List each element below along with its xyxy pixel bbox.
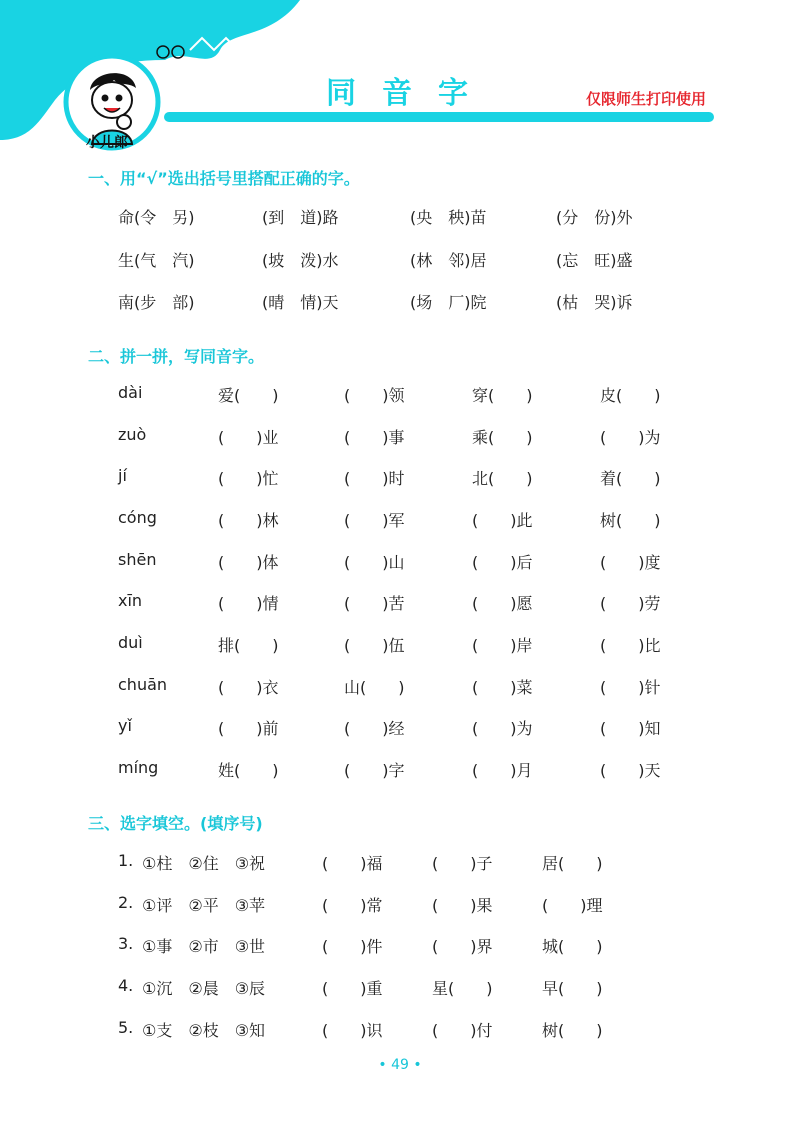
- s2-item: ( )军: [344, 511, 405, 530]
- s3-choices: ①事 ②市 ③世: [142, 937, 266, 956]
- s3-item: ( )识: [322, 1021, 383, 1040]
- s3-number: 4.: [118, 976, 134, 995]
- s1-item: 南(步 部): [118, 293, 195, 312]
- s2-item: ( )情: [218, 594, 279, 613]
- pinyin: shēn: [118, 550, 157, 569]
- s2-item: 排( ): [218, 636, 279, 655]
- s2-item: ( )此: [472, 511, 533, 530]
- pinyin: jí: [118, 466, 127, 485]
- s2-item: ( )愿: [472, 594, 533, 613]
- s2-item: ( )山: [344, 553, 405, 572]
- s1-item: (央 秧)苗: [410, 208, 487, 227]
- s2-row: [0, 508, 800, 534]
- s1-row: [0, 248, 800, 274]
- s2-item: ( )度: [600, 553, 661, 572]
- s1-item: (林 邻)居: [410, 251, 487, 270]
- section-1-heading: 一、用“√”选出括号里搭配正确的字。: [88, 169, 360, 188]
- s2-item: 穿( ): [472, 386, 533, 405]
- s2-item: ( )月: [472, 761, 533, 780]
- s1-item: (坡 泼)水: [262, 251, 339, 270]
- s2-item: 爱( ): [218, 386, 279, 405]
- s2-item: ( )前: [218, 719, 279, 738]
- s3-item: 树( ): [542, 1021, 603, 1040]
- s1-item: (枯 哭)诉: [556, 293, 633, 312]
- s2-row: [0, 633, 800, 659]
- s1-item: 生(气 汽): [118, 251, 195, 270]
- s2-item: ( )针: [600, 678, 661, 697]
- s2-row: [0, 716, 800, 742]
- s1-row: [0, 205, 800, 231]
- s3-item: ( )福: [322, 854, 383, 873]
- s2-item: ( )衣: [218, 678, 279, 697]
- s3-item: ( )子: [432, 854, 493, 873]
- pinyin: zuò: [118, 425, 147, 444]
- s2-item: 树( ): [600, 511, 661, 530]
- s2-item: ( )忙: [218, 469, 279, 488]
- s3-choices: ①评 ②平 ③苹: [142, 896, 266, 915]
- s2-item: ( )知: [600, 719, 661, 738]
- s3-row: [0, 851, 800, 877]
- s1-item: (忘 旺)盛: [556, 251, 633, 270]
- s2-item: ( )字: [344, 761, 405, 780]
- header-bar: [164, 112, 714, 122]
- s2-item: ( )比: [600, 636, 661, 655]
- s3-item: ( )常: [322, 896, 383, 915]
- s2-item: ( )领: [344, 386, 405, 405]
- pinyin: duì: [118, 633, 143, 652]
- section-2-heading: 二、拼一拼，写同音字。: [88, 347, 265, 366]
- s2-item: ( )岸: [472, 636, 533, 655]
- section-3-heading: 三、选字填空。(填序号): [88, 814, 263, 833]
- s3-item: ( )重: [322, 979, 383, 998]
- s3-item: 城( ): [542, 937, 603, 956]
- s3-choices: ①柱 ②住 ③祝: [142, 854, 266, 873]
- s1-item: (晴 情)天: [262, 293, 339, 312]
- s2-item: 着( ): [600, 469, 661, 488]
- s2-item: 北( ): [472, 469, 533, 488]
- s3-item: ( )理: [542, 896, 603, 915]
- s3-number: 1.: [118, 851, 134, 870]
- pinyin: chuān: [118, 675, 168, 694]
- s3-item: ( )果: [432, 896, 493, 915]
- page-title: 同音字: [326, 76, 494, 111]
- s2-item: ( )苦: [344, 594, 405, 613]
- s2-row: [0, 591, 800, 617]
- pinyin: míng: [118, 758, 159, 777]
- s2-item: ( )后: [472, 553, 533, 572]
- s2-item: 姓( ): [218, 761, 279, 780]
- s3-number: 3.: [118, 934, 134, 953]
- s1-item: 命(令 另): [118, 208, 195, 227]
- s3-row: [0, 1018, 800, 1044]
- s2-row: [0, 425, 800, 451]
- s2-item: ( )伍: [344, 636, 405, 655]
- brand-label: 小儿郎: [86, 135, 128, 151]
- s2-item: ( )为: [472, 719, 533, 738]
- page-number: • 49 •: [378, 1057, 422, 1073]
- s2-row: [0, 550, 800, 576]
- s2-row: [0, 675, 800, 701]
- s2-item: 乘( ): [472, 428, 533, 447]
- s3-item: 星( ): [432, 979, 493, 998]
- s3-item: 早( ): [542, 979, 603, 998]
- s3-choices: ①支 ②枝 ③知: [142, 1021, 266, 1040]
- s3-choices: ①沉 ②晨 ③辰: [142, 979, 266, 998]
- s3-row: [0, 893, 800, 919]
- s2-item: ( )天: [600, 761, 661, 780]
- s1-item: (到 道)路: [262, 208, 339, 227]
- s2-item: ( )林: [218, 511, 279, 530]
- s3-row: [0, 976, 800, 1002]
- s2-item: ( )劳: [600, 594, 661, 613]
- pinyin: cóng: [118, 508, 157, 527]
- s2-row: [0, 383, 800, 409]
- s3-row: [0, 934, 800, 960]
- s3-item: ( )件: [322, 937, 383, 956]
- s3-number: 2.: [118, 893, 134, 912]
- s2-item: ( )菜: [472, 678, 533, 697]
- s3-item: ( )付: [432, 1021, 493, 1040]
- s2-item: ( )事: [344, 428, 405, 447]
- s3-number: 5.: [118, 1018, 134, 1037]
- pinyin: xīn: [118, 591, 143, 610]
- s1-item: (场 厂)院: [410, 293, 487, 312]
- s2-item: ( )业: [218, 428, 279, 447]
- pinyin: dài: [118, 383, 143, 402]
- s2-item: ( )经: [344, 719, 405, 738]
- s2-item: ( )为: [600, 428, 661, 447]
- s1-row: [0, 290, 800, 316]
- pinyin: yǐ: [118, 716, 132, 735]
- s2-row: [0, 758, 800, 784]
- usage-note: 仅限师生打印使用: [586, 90, 707, 108]
- s2-row: [0, 466, 800, 492]
- s3-item: ( )界: [432, 937, 493, 956]
- s2-item: ( )体: [218, 553, 279, 572]
- s2-item: 山( ): [344, 678, 405, 697]
- s2-item: ( )时: [344, 469, 405, 488]
- s3-item: 居( ): [542, 854, 603, 873]
- s1-item: (分 份)外: [556, 208, 633, 227]
- s2-item: 皮( ): [600, 386, 661, 405]
